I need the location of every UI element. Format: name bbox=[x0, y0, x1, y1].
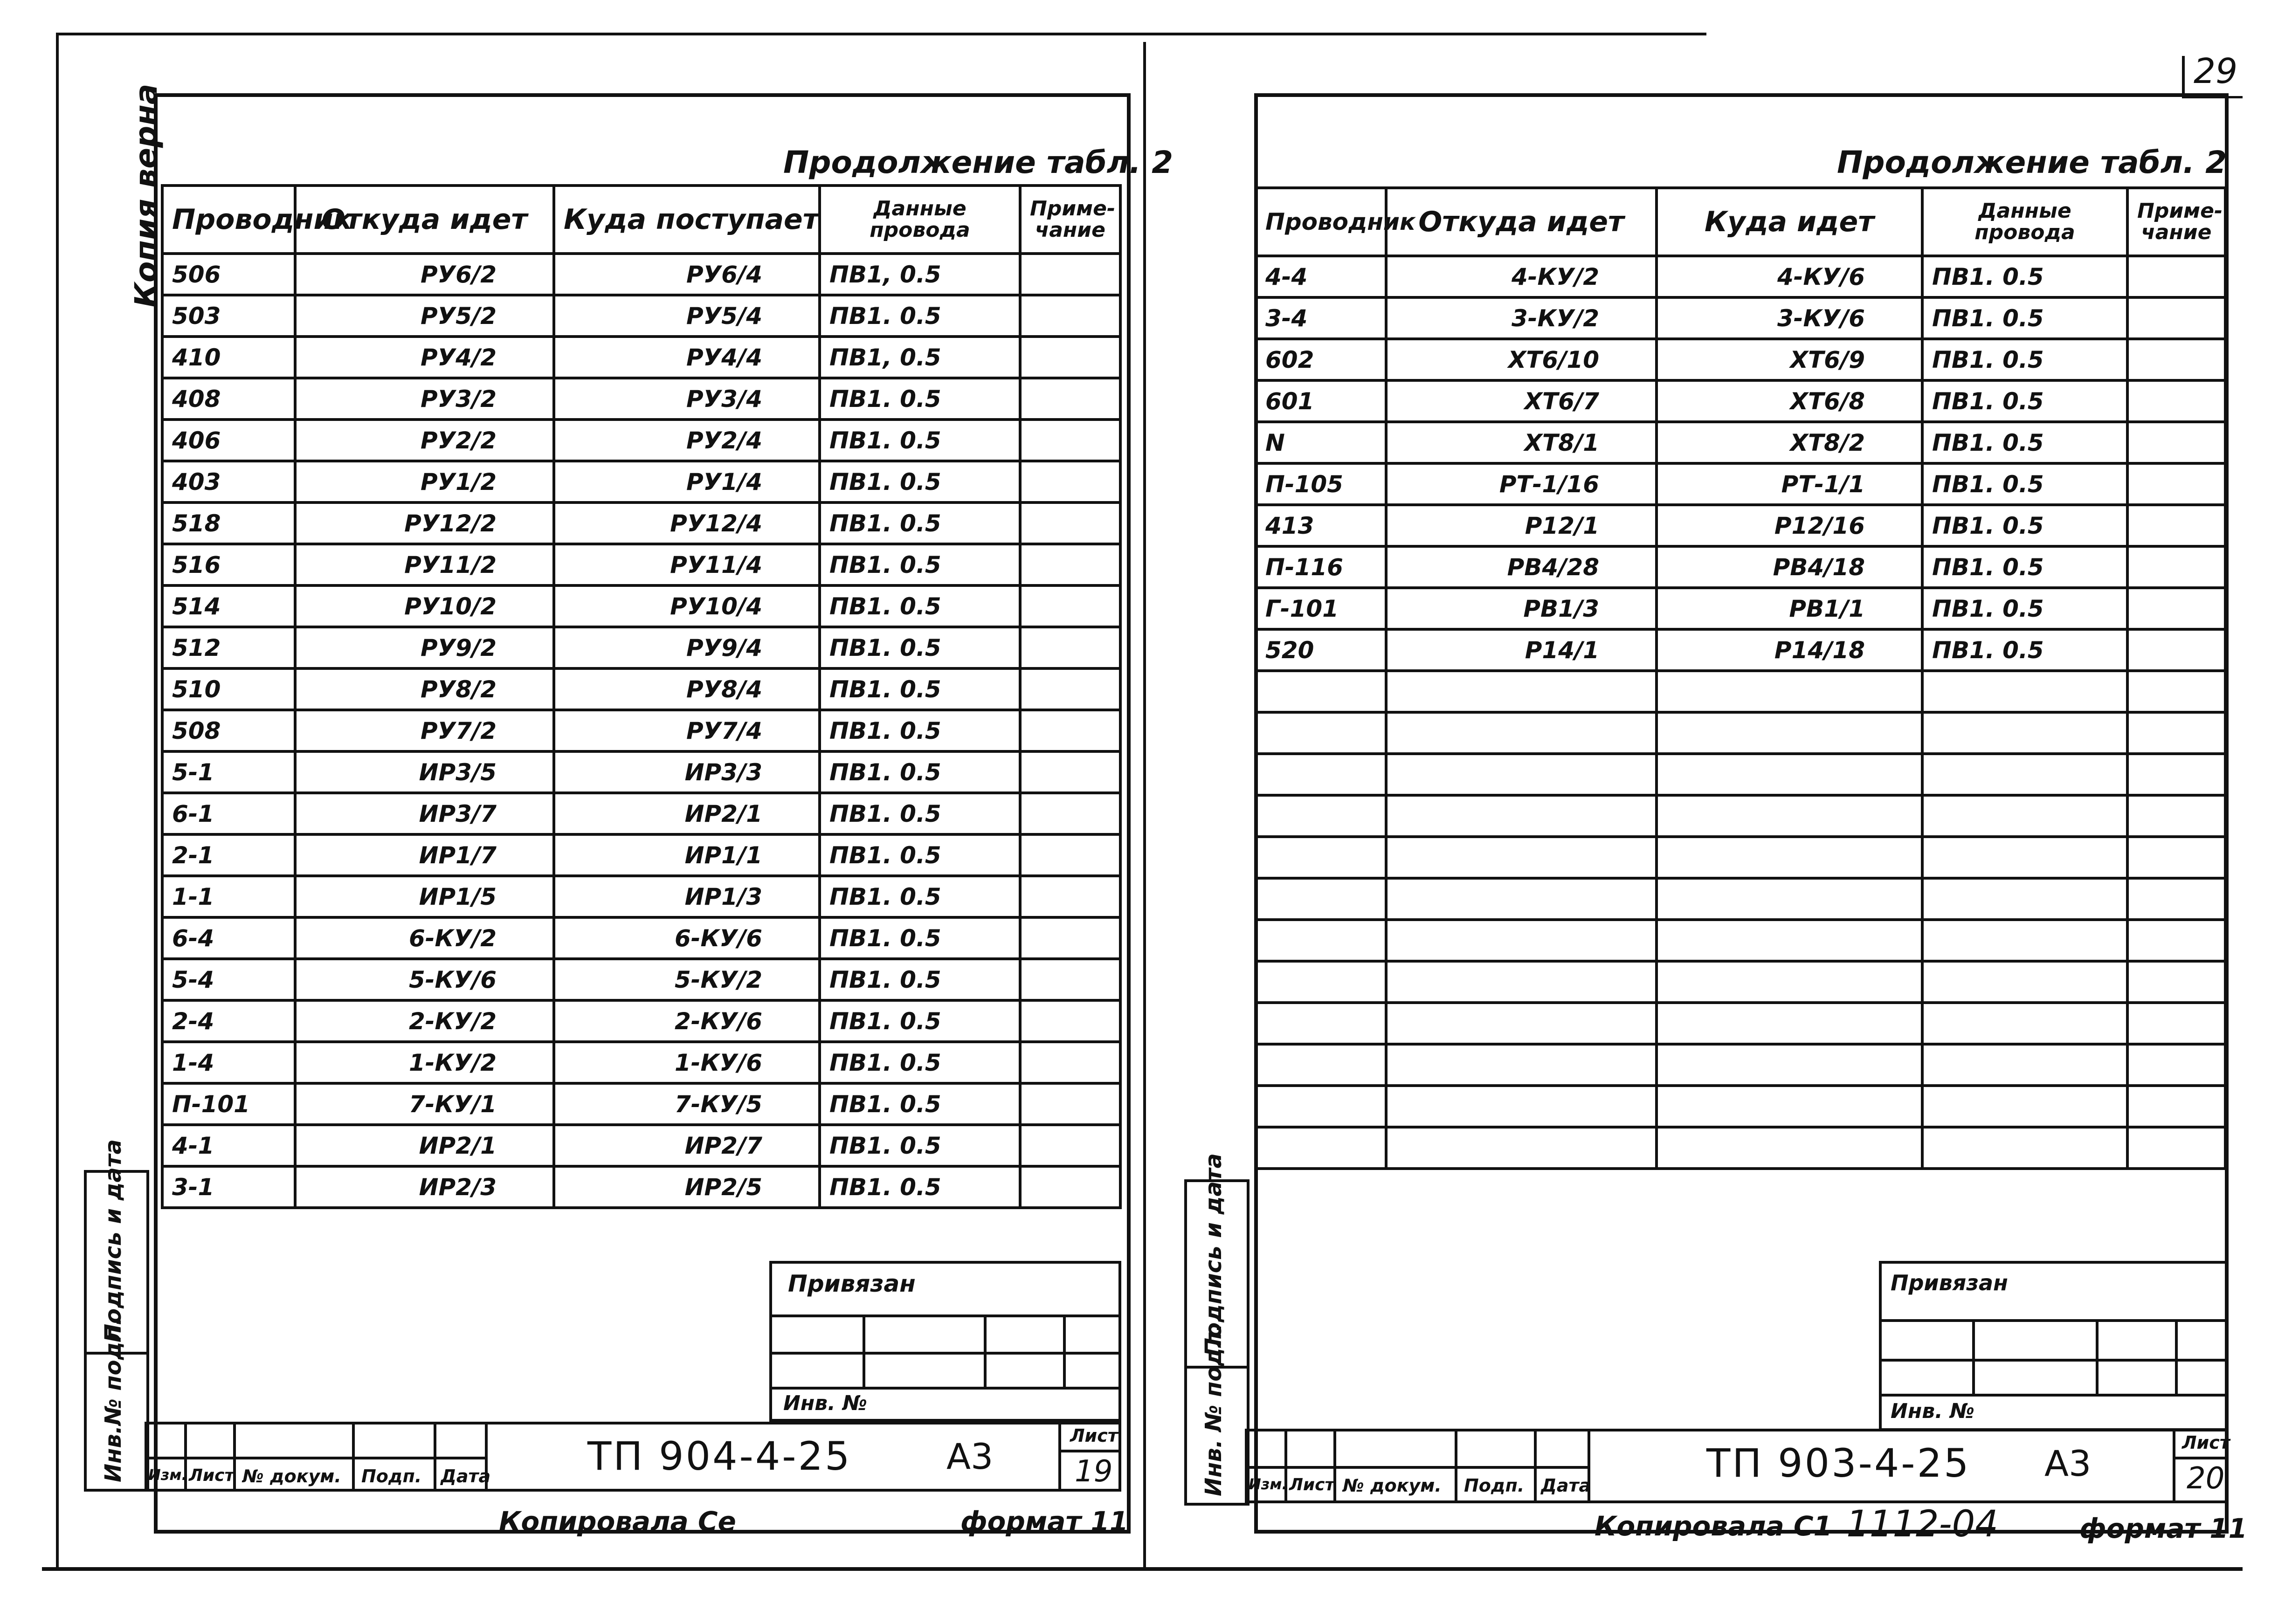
cell-wire: ПВ1. 0.5 bbox=[820, 751, 1020, 793]
left-binding-col3 bbox=[1063, 1314, 1066, 1389]
cell-conductor: 403 bbox=[162, 461, 295, 502]
cell-note bbox=[1020, 1166, 1120, 1208]
cell-note bbox=[2127, 463, 2225, 505]
table-row-empty bbox=[1256, 795, 2225, 837]
cell-to: РУ10/4 bbox=[554, 585, 820, 627]
cell-from: ИР1/7 bbox=[295, 834, 554, 876]
left-format: А3 bbox=[946, 1436, 994, 1477]
cell-to: ИР2/7 bbox=[554, 1125, 820, 1166]
cell-from: ХТ6/10 bbox=[1386, 339, 1657, 380]
left-side-label-sign: Подпись и дата bbox=[100, 1139, 126, 1342]
cell-to: 7-КУ/5 bbox=[554, 1083, 820, 1125]
table-row bbox=[162, 1042, 1120, 1083]
right-order-number: 1112-04 bbox=[1846, 1503, 1998, 1545]
right-binding-col2 bbox=[2096, 1319, 2099, 1396]
left-wire-table bbox=[161, 184, 1122, 1209]
cell-from: РВ1/3 bbox=[1386, 588, 1657, 629]
cell-wire: ПВ1. 0.5 bbox=[820, 295, 1020, 337]
table-row-empty bbox=[1256, 712, 2225, 754]
left-side-label-inv: Инв.№ подл. bbox=[100, 1317, 126, 1482]
cell-to: РУ2/4 bbox=[554, 420, 820, 461]
cell-to: РУ3/4 bbox=[554, 378, 820, 420]
table-row bbox=[1256, 546, 2225, 588]
table-row bbox=[162, 337, 1120, 378]
cell-to: 6-КУ/6 bbox=[554, 917, 820, 959]
table-row bbox=[162, 378, 1120, 420]
right-side-label-inv: Инв. № подл. bbox=[1201, 1323, 1227, 1496]
table-row bbox=[162, 585, 1120, 627]
header-to: Куда поступает bbox=[554, 186, 820, 254]
left-copied: Копировала Се bbox=[499, 1506, 736, 1537]
table-row bbox=[162, 502, 1120, 544]
cell-wire: ПВ1. 0.5 bbox=[820, 1042, 1020, 1083]
table-row bbox=[1256, 463, 2225, 505]
left-binding-col2 bbox=[984, 1314, 987, 1389]
cell-conductor: 518 bbox=[162, 502, 295, 544]
cell-note bbox=[1020, 461, 1120, 502]
cell-wire: ПВ1. 0.5 bbox=[820, 544, 1020, 585]
cell-to: 4-КУ/6 bbox=[1657, 256, 1922, 297]
header-to: Куда идет bbox=[1657, 188, 1922, 256]
cell-note bbox=[1020, 337, 1120, 378]
left-continuation-title: Продолжение табл. 2 bbox=[783, 145, 1174, 180]
cell-note bbox=[1020, 627, 1120, 668]
cell-from: 5-КУ/6 bbox=[295, 959, 554, 1000]
table-row bbox=[162, 254, 1120, 295]
cell-wire: ПВ1. 0.5 bbox=[820, 876, 1020, 917]
cell-wire: ПВ1. 0.5 bbox=[820, 959, 1020, 1000]
cell-conductor: П-101 bbox=[162, 1083, 295, 1125]
cell-note bbox=[1020, 959, 1120, 1000]
left-tb-doc: № докум. bbox=[242, 1466, 341, 1486]
left-tb-list: Лист bbox=[189, 1466, 235, 1485]
table-row bbox=[162, 917, 1120, 959]
cell-from: РУ3/2 bbox=[295, 378, 554, 420]
cell-conductor: 3-4 bbox=[1256, 297, 1386, 339]
left-tb-podp: Подп. bbox=[361, 1466, 422, 1486]
table-row bbox=[162, 959, 1120, 1000]
cell-from: РУ7/2 bbox=[295, 710, 554, 751]
cell-to: ХТ8/2 bbox=[1657, 422, 1922, 463]
cell-to: РУ7/4 bbox=[554, 710, 820, 751]
right-binding-col3 bbox=[2175, 1319, 2178, 1396]
header-note: Приме-чание bbox=[2127, 188, 2225, 256]
cell-note bbox=[1020, 917, 1120, 959]
cell-to: Р12/16 bbox=[1657, 505, 1922, 546]
table-header-row bbox=[1256, 188, 2225, 256]
table-row bbox=[162, 1083, 1120, 1125]
cell-wire: ПВ1. 0.5 bbox=[820, 378, 1020, 420]
table-row bbox=[162, 1000, 1120, 1042]
cell-note bbox=[1020, 254, 1120, 295]
left-doc-code: ТП 904-4-25 bbox=[587, 1433, 852, 1479]
right-format-note: формат 11 bbox=[2079, 1513, 2247, 1544]
cell-conductor: 503 bbox=[162, 295, 295, 337]
side-note: Копия верна bbox=[128, 83, 164, 308]
table-row bbox=[1256, 297, 2225, 339]
cell-to: ХТ6/9 bbox=[1657, 339, 1922, 380]
cell-from: РВ4/28 bbox=[1386, 546, 1657, 588]
cell-from: Р14/1 bbox=[1386, 629, 1657, 671]
cell-to: РУ5/4 bbox=[554, 295, 820, 337]
table-row bbox=[162, 710, 1120, 751]
table-row bbox=[162, 627, 1120, 668]
right-inv-no: Инв. № bbox=[1891, 1399, 1975, 1423]
table-row bbox=[1256, 422, 2225, 463]
table-row-empty bbox=[1256, 961, 2225, 1003]
cell-conductor: 413 bbox=[1256, 505, 1386, 546]
cell-to: РВ4/18 bbox=[1657, 546, 1922, 588]
left-binding-row3 bbox=[769, 1387, 1121, 1390]
cell-conductor: 514 bbox=[162, 585, 295, 627]
left-tb-date: Дата bbox=[441, 1466, 491, 1486]
right-tb-date: Дата bbox=[1541, 1475, 1591, 1496]
cell-note bbox=[1020, 502, 1120, 544]
cell-from: 7-КУ/1 bbox=[295, 1083, 554, 1125]
cell-conductor: 2-4 bbox=[162, 1000, 295, 1042]
table-row bbox=[162, 1125, 1120, 1166]
cell-conductor: 516 bbox=[162, 544, 295, 585]
left-binding-row2 bbox=[769, 1352, 1121, 1355]
cell-wire: ПВ1. 0.5 bbox=[820, 420, 1020, 461]
header-from: Откуда идет bbox=[1386, 188, 1657, 256]
header-conductor: Проводник bbox=[1256, 188, 1386, 256]
table-row-empty bbox=[1256, 878, 2225, 920]
table-row bbox=[1256, 629, 2225, 671]
header-wire: Данные провода bbox=[820, 186, 1020, 254]
cell-from: 4-КУ/2 bbox=[1386, 256, 1657, 297]
right-tb-doc: № докум. bbox=[1343, 1475, 1442, 1496]
cell-conductor: 510 bbox=[162, 668, 295, 710]
right-tb-izm: Изм. bbox=[1249, 1475, 1288, 1493]
cell-conductor: 6-1 bbox=[162, 793, 295, 834]
cell-from: 3-КУ/2 bbox=[1386, 297, 1657, 339]
left-binding-label: Привязан bbox=[788, 1270, 916, 1297]
cell-note bbox=[2127, 422, 2225, 463]
left-tb-col-f bbox=[1058, 1422, 1061, 1492]
cell-note bbox=[1020, 378, 1120, 420]
cell-note bbox=[1020, 834, 1120, 876]
cell-to: РУ9/4 bbox=[554, 627, 820, 668]
cell-from: ХТ8/1 bbox=[1386, 422, 1657, 463]
table-row bbox=[1256, 380, 2225, 422]
cell-note bbox=[2127, 297, 2225, 339]
cell-note bbox=[1020, 544, 1120, 585]
cell-note bbox=[2127, 256, 2225, 297]
cell-from: РУ8/2 bbox=[295, 668, 554, 710]
cell-note bbox=[2127, 505, 2225, 546]
cell-from: РУ9/2 bbox=[295, 627, 554, 668]
cell-note bbox=[2127, 546, 2225, 588]
cell-wire: ПВ1, 0.5 bbox=[820, 337, 1020, 378]
cell-to: РВ1/1 bbox=[1657, 588, 1922, 629]
left-sheet-label: Лист bbox=[1070, 1425, 1118, 1446]
cell-wire: ПВ1. 0.5 bbox=[1922, 463, 2127, 505]
left-sheet-number: 19 bbox=[1075, 1454, 1113, 1489]
cell-from: РУ12/2 bbox=[295, 502, 554, 544]
cell-note bbox=[1020, 420, 1120, 461]
table-row-empty bbox=[1256, 920, 2225, 961]
right-sheet-label: Лист bbox=[2182, 1432, 2230, 1453]
table-row-empty bbox=[1256, 1127, 2225, 1169]
right-continuation-title: Продолжение табл. 2 bbox=[1837, 145, 2227, 180]
right-side-label-sign: Подпись и дата bbox=[1201, 1153, 1227, 1356]
table-row bbox=[162, 295, 1120, 337]
cell-from: ИР1/5 bbox=[295, 876, 554, 917]
table-row bbox=[162, 1166, 1120, 1208]
table-row-empty bbox=[1256, 1003, 2225, 1044]
left-tb-col-d bbox=[434, 1422, 436, 1492]
cell-conductor: 508 bbox=[162, 710, 295, 751]
cell-to: РУ4/4 bbox=[554, 337, 820, 378]
right-tb-col-f bbox=[2173, 1429, 2175, 1503]
cell-conductor: 520 bbox=[1256, 629, 1386, 671]
right-copied: Копировала С1 bbox=[1595, 1510, 1832, 1542]
right-tb-row bbox=[1245, 1466, 1590, 1469]
right-tb-col-d bbox=[1534, 1429, 1537, 1503]
table-row bbox=[162, 420, 1120, 461]
cell-from: РУ6/2 bbox=[295, 254, 554, 295]
left-tb-izm: Изм. bbox=[148, 1466, 187, 1484]
cell-to: 2-КУ/6 bbox=[554, 1000, 820, 1042]
cell-from: РУ10/2 bbox=[295, 585, 554, 627]
cell-from: РУ1/2 bbox=[295, 461, 554, 502]
cell-conductor: П-105 bbox=[1256, 463, 1386, 505]
cell-conductor: 4-4 bbox=[1256, 256, 1386, 297]
left-binding-col1 bbox=[863, 1314, 865, 1389]
table-row bbox=[1256, 339, 2225, 380]
table-row bbox=[1256, 505, 2225, 546]
cell-wire: ПВ1. 0.5 bbox=[820, 668, 1020, 710]
cell-note bbox=[1020, 585, 1120, 627]
cell-conductor: 2-1 bbox=[162, 834, 295, 876]
cell-from: Р12/1 bbox=[1386, 505, 1657, 546]
cell-conductor: 1-4 bbox=[162, 1042, 295, 1083]
table-row bbox=[1256, 256, 2225, 297]
cell-wire: ПВ1. 0.5 bbox=[820, 461, 1020, 502]
cell-wire: ПВ1. 0.5 bbox=[1922, 256, 2127, 297]
cell-note bbox=[2127, 339, 2225, 380]
cell-conductor: 5-4 bbox=[162, 959, 295, 1000]
center-divider bbox=[1143, 42, 1146, 1571]
table-row-empty bbox=[1256, 671, 2225, 712]
cell-to: ИР1/3 bbox=[554, 876, 820, 917]
left-binding-row1 bbox=[769, 1314, 1121, 1317]
cell-note bbox=[2127, 629, 2225, 671]
cell-wire: ПВ1. 0.5 bbox=[820, 1083, 1020, 1125]
cell-to: ИР2/5 bbox=[554, 1166, 820, 1208]
cell-conductor: П-116 bbox=[1256, 546, 1386, 588]
cell-from: ИР3/5 bbox=[295, 751, 554, 793]
right-tb-sheet-row bbox=[2173, 1457, 2229, 1459]
cell-to: РТ-1/1 bbox=[1657, 463, 1922, 505]
cell-to: РУ8/4 bbox=[554, 668, 820, 710]
header-note: Приме-чание bbox=[1020, 186, 1120, 254]
cell-wire: ПВ1. 0.5 bbox=[820, 793, 1020, 834]
table-header-row bbox=[162, 186, 1120, 254]
cell-from: РТ-1/16 bbox=[1386, 463, 1657, 505]
table-row-empty bbox=[1256, 837, 2225, 878]
right-tb-col-c bbox=[1455, 1429, 1457, 1503]
table-row bbox=[162, 876, 1120, 917]
cell-wire: ПВ1. 0.5 bbox=[820, 834, 1020, 876]
cell-wire: ПВ1. 0.5 bbox=[1922, 422, 2127, 463]
table-row bbox=[162, 834, 1120, 876]
table-row bbox=[162, 544, 1120, 585]
cell-wire: ПВ1. 0.5 bbox=[1922, 629, 2127, 671]
page-number: 29 bbox=[2194, 51, 2238, 91]
cell-note bbox=[2127, 380, 2225, 422]
right-tb-list: Лист bbox=[1289, 1475, 1335, 1494]
right-doc-code: ТП 903-4-25 bbox=[1706, 1440, 1971, 1486]
cell-from: РУ11/2 bbox=[295, 544, 554, 585]
page-number-box bbox=[2182, 56, 2185, 98]
cell-wire: ПВ1. 0.5 bbox=[820, 1125, 1020, 1166]
cell-wire: ПВ1. 0.5 bbox=[820, 585, 1020, 627]
left-edge-line bbox=[56, 33, 59, 1571]
cell-to: 5-КУ/2 bbox=[554, 959, 820, 1000]
top-edge-line bbox=[56, 33, 1706, 35]
cell-to: ХТ6/8 bbox=[1657, 380, 1922, 422]
cell-to: РУ1/4 bbox=[554, 461, 820, 502]
cell-from: ИР2/3 bbox=[295, 1166, 554, 1208]
cell-note bbox=[1020, 1125, 1120, 1166]
header-from: Откуда идет bbox=[295, 186, 554, 254]
left-format-note: формат 11 bbox=[960, 1506, 1128, 1537]
cell-to: ИР2/1 bbox=[554, 793, 820, 834]
cell-conductor: 506 bbox=[162, 254, 295, 295]
cell-note bbox=[2127, 588, 2225, 629]
cell-conductor: 601 bbox=[1256, 380, 1386, 422]
cell-conductor: 408 bbox=[162, 378, 295, 420]
table-row-empty bbox=[1256, 1044, 2225, 1086]
cell-conductor: 512 bbox=[162, 627, 295, 668]
left-tb-sheet-row bbox=[1058, 1450, 1121, 1452]
cell-to: РУ11/4 bbox=[554, 544, 820, 585]
cell-wire: ПВ1, 0.5 bbox=[820, 254, 1020, 295]
bottom-edge-line bbox=[42, 1567, 2243, 1571]
cell-note bbox=[1020, 876, 1120, 917]
cell-note bbox=[1020, 751, 1120, 793]
table-row bbox=[162, 793, 1120, 834]
cell-note bbox=[1020, 1000, 1120, 1042]
cell-conductor: 1-1 bbox=[162, 876, 295, 917]
left-tb-col-c bbox=[352, 1422, 355, 1492]
cell-to: 1-КУ/6 bbox=[554, 1042, 820, 1083]
cell-from: ХТ6/7 bbox=[1386, 380, 1657, 422]
cell-to: РУ6/4 bbox=[554, 254, 820, 295]
right-binding-col1 bbox=[1972, 1319, 1975, 1396]
table-row bbox=[162, 668, 1120, 710]
right-format: А3 bbox=[2044, 1443, 2092, 1484]
cell-wire: ПВ1. 0.5 bbox=[820, 710, 1020, 751]
cell-wire: ПВ1. 0.5 bbox=[1922, 339, 2127, 380]
cell-from: ИР2/1 bbox=[295, 1125, 554, 1166]
header-conductor: Проводник bbox=[162, 186, 295, 254]
cell-from: РУ4/2 bbox=[295, 337, 554, 378]
right-tb-podp: Подп. bbox=[1464, 1475, 1525, 1496]
table-row bbox=[1256, 588, 2225, 629]
cell-to: 3-КУ/6 bbox=[1657, 297, 1922, 339]
cell-note bbox=[1020, 668, 1120, 710]
cell-from: ИР3/7 bbox=[295, 793, 554, 834]
cell-to: ИР1/1 bbox=[554, 834, 820, 876]
cell-to: ИР3/3 bbox=[554, 751, 820, 793]
cell-conductor: 406 bbox=[162, 420, 295, 461]
table-row bbox=[162, 751, 1120, 793]
cell-wire: ПВ1. 0.5 bbox=[1922, 380, 2127, 422]
cell-conductor: 3-1 bbox=[162, 1166, 295, 1208]
left-inv-no: Инв. № bbox=[783, 1391, 868, 1415]
header-wire: Данные провода bbox=[1922, 188, 2127, 256]
right-binding-label: Привязан bbox=[1891, 1270, 2008, 1295]
right-wire-table bbox=[1254, 186, 2227, 1170]
cell-wire: ПВ1. 0.5 bbox=[820, 627, 1020, 668]
table-row-empty bbox=[1256, 754, 2225, 795]
cell-wire: ПВ1. 0.5 bbox=[820, 502, 1020, 544]
cell-note bbox=[1020, 1042, 1120, 1083]
cell-to: РУ12/4 bbox=[554, 502, 820, 544]
cell-note bbox=[1020, 1083, 1120, 1125]
cell-wire: ПВ1. 0.5 bbox=[820, 1166, 1020, 1208]
cell-to: Р14/18 bbox=[1657, 629, 1922, 671]
cell-wire: ПВ1. 0.5 bbox=[1922, 297, 2127, 339]
cell-conductor: Г-101 bbox=[1256, 588, 1386, 629]
cell-note bbox=[1020, 710, 1120, 751]
cell-conductor: N bbox=[1256, 422, 1386, 463]
cell-wire: ПВ1. 0.5 bbox=[1922, 588, 2127, 629]
cell-note bbox=[1020, 793, 1120, 834]
cell-conductor: 6-4 bbox=[162, 917, 295, 959]
cell-from: РУ2/2 bbox=[295, 420, 554, 461]
cell-from: 2-КУ/2 bbox=[295, 1000, 554, 1042]
cell-wire: ПВ1. 0.5 bbox=[820, 1000, 1020, 1042]
cell-conductor: 410 bbox=[162, 337, 295, 378]
cell-wire: ПВ1. 0.5 bbox=[1922, 505, 2127, 546]
cell-conductor: 602 bbox=[1256, 339, 1386, 380]
cell-wire: ПВ1. 0.5 bbox=[1922, 546, 2127, 588]
cell-conductor: 5-1 bbox=[162, 751, 295, 793]
cell-from: 6-КУ/2 bbox=[295, 917, 554, 959]
cell-conductor: 4-1 bbox=[162, 1125, 295, 1166]
right-sheet-number: 20 bbox=[2187, 1461, 2225, 1496]
table-row-empty bbox=[1256, 1086, 2225, 1127]
cell-from: РУ5/2 bbox=[295, 295, 554, 337]
cell-from: 1-КУ/2 bbox=[295, 1042, 554, 1083]
cell-note bbox=[1020, 295, 1120, 337]
table-row bbox=[162, 461, 1120, 502]
cell-wire: ПВ1. 0.5 bbox=[820, 917, 1020, 959]
